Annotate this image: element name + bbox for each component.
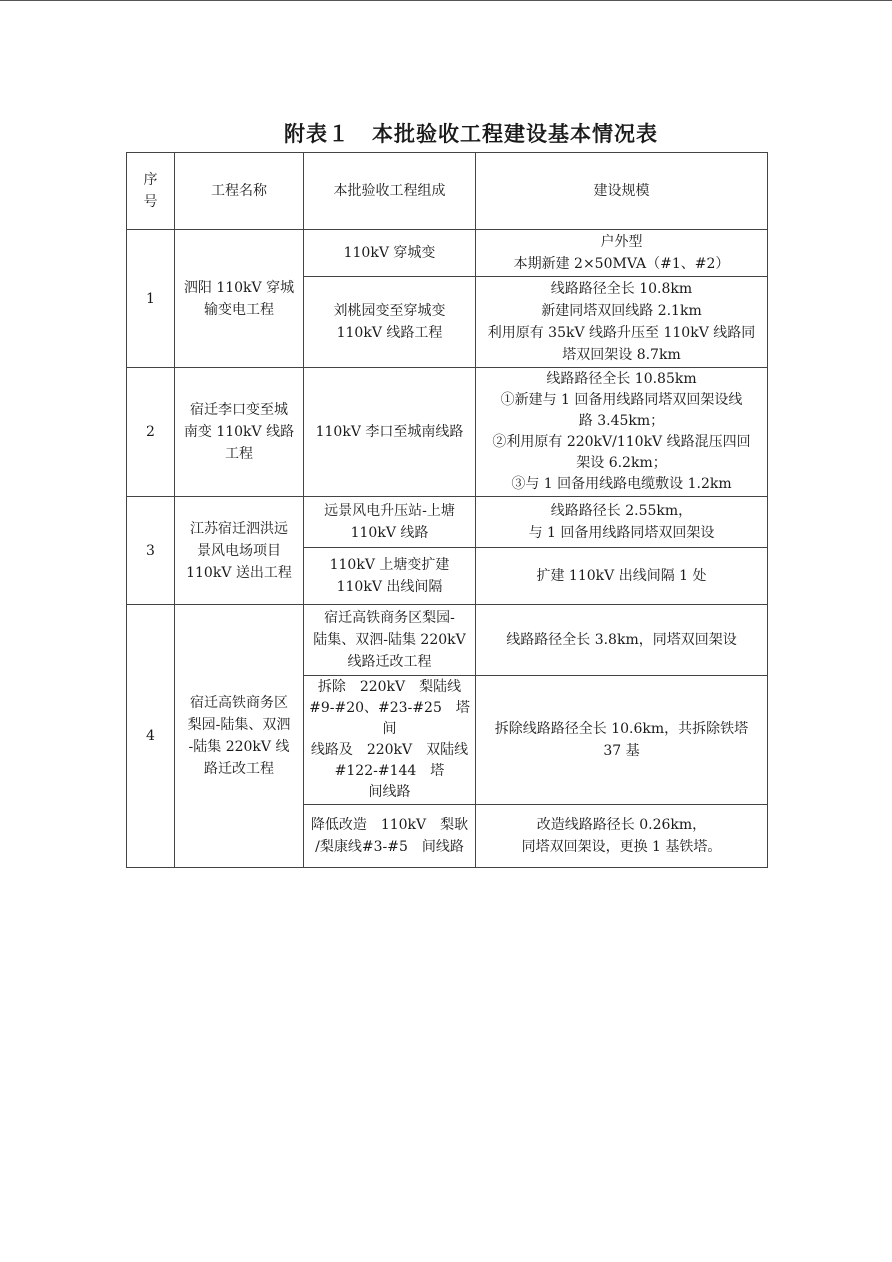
scale-cell [476,676,768,805]
name-line: 南变 110kV 线路 [183,424,295,440]
scale-line: 拆除线路路径全长 10.6km，共拆除铁塔 [494,721,749,737]
scale-line: 线路路径全长 3.8km，同塔双回架设 [506,632,737,648]
name-line: -陆集 220kV 线 [188,739,290,755]
composition-cell [304,605,476,676]
name-line: 工程 [225,446,253,462]
project-name-cell [175,497,304,605]
scale-line: 扩建 110kV 出线间隔 1 处 [536,568,707,584]
scale-cell [476,497,768,548]
table-row [127,497,768,548]
comp-line: #122-#144 塔 [334,763,445,779]
seq-cell: 2 [127,368,175,497]
scale-line: ①新建与 1 回备用线路同塔双回架设线 [500,392,743,408]
comp-line: 110kV 上塘变扩建 [329,557,450,573]
name-line: 110kV 送出工程 [186,564,292,581]
comp-line: 110kV 出线间隔 [336,579,443,595]
scale-cell [476,230,768,277]
composition-cell [304,805,476,868]
name-line: 梨园-陆集、双泗 [187,717,291,733]
scale-line: 与 1 回备用线路同塔双回架设 [528,525,715,541]
comp-line: /梨康线#3-#5 间线路 [315,839,464,855]
page-top-border [0,0,892,1]
scale-cell [476,548,768,605]
comp-line: 远景风电升压站-上塘 [324,503,455,519]
name-line: 宿迁高铁商务区 [190,695,288,711]
name-line: 江苏宿迁泗洪远 [190,520,288,537]
header-scale: 建设规模 [476,153,768,230]
scale-cell [476,805,768,868]
composition-cell [304,277,476,368]
comp-line: 110kV 穿城变 [343,245,436,261]
comp-line: 宿迁高铁商务区梨园- [324,610,455,626]
scale-line: 户外型 [600,234,643,250]
project-name-cell [175,605,304,868]
comp-line: 降低改造 110kV 梨耿 [310,817,469,833]
composition-cell [304,230,476,277]
composition-cell [304,497,476,548]
name-line: 景风电场项目 [197,542,281,559]
table-row [127,605,768,676]
scale-line: ②利用原有 220kV/110kV 线路混压四回 [492,434,751,450]
name-line: 泗阳 110kV 穿城 [183,279,295,296]
scale-cell [476,605,768,676]
name-line: 路迁改工程 [204,761,274,777]
comp-line: 刘桃园变至穿城变 [333,303,446,319]
comp-line: 拆除 220kV 梨陆线 [317,679,462,695]
name-line: 宿迁李口变至城 [190,402,288,418]
scale-line: ③与 1 回备用线路电缆敷设 1.2km [511,476,732,492]
scale-line: 37 基 [603,743,640,759]
project-name-cell [175,368,304,497]
scale-line: 利用原有 35kV 线路升压至 110kV 线路同 [487,325,756,341]
construction-info-table [126,152,768,868]
project-name-cell [175,230,304,368]
scale-line: 线路路径全长 10.8km [550,281,693,297]
scale-cell [476,368,768,497]
comp-line: 110kV 李口至城南线路 [315,424,464,440]
composition-cell [304,548,476,605]
header-seq-line-1: 序 [143,172,158,188]
seq-cell: 1 [127,230,175,368]
comp-line: #9-#20、#23-#25 塔间 [309,700,470,737]
comp-line: 线路迁改工程 [347,654,432,670]
comp-line: 间线路 [368,784,411,800]
seq-cell: 3 [127,497,175,605]
comp-line: 线路及 220kV 双陆线 [310,742,469,758]
table-title: 附表１ 本批验收工程建设基本情况表 [284,121,658,146]
table-row [127,368,768,497]
scale-cell [476,277,768,368]
scale-line: 路 3.45km； [578,413,665,429]
composition-cell [304,676,476,805]
comp-line: 陆集、双泗-陆集 220kV [313,632,466,648]
header-row [127,153,768,230]
scale-line: 线路路径全长 10.85km [546,371,697,387]
table-row [127,230,768,277]
comp-line: 110kV 线路 [350,525,429,541]
scale-line: 架设 6.2km； [576,455,667,471]
name-line: 输变电工程 [204,301,274,318]
scale-line: 塔双回架设 8.7km [562,347,681,363]
scale-line: 新建同塔双回线路 2.1km [541,303,702,319]
scale-line: 同塔双回架设，更换 1 基铁塔。 [521,839,722,855]
header-project-name: 工程名称 [175,153,304,230]
header-seq-line-2: 号 [143,194,158,210]
comp-line: 110kV 线路工程 [336,325,443,341]
scale-line: 本期新建 2×50MVA（#1、#2） [513,256,730,272]
seq-cell: 4 [127,605,175,868]
composition-cell [304,368,476,497]
scale-line: 线路路径长 2.55km， [550,503,693,519]
header-seq [127,153,175,230]
header-composition: 本批验收工程组成 [304,153,476,230]
scale-line: 改造线路路径长 0.26km， [536,817,707,833]
